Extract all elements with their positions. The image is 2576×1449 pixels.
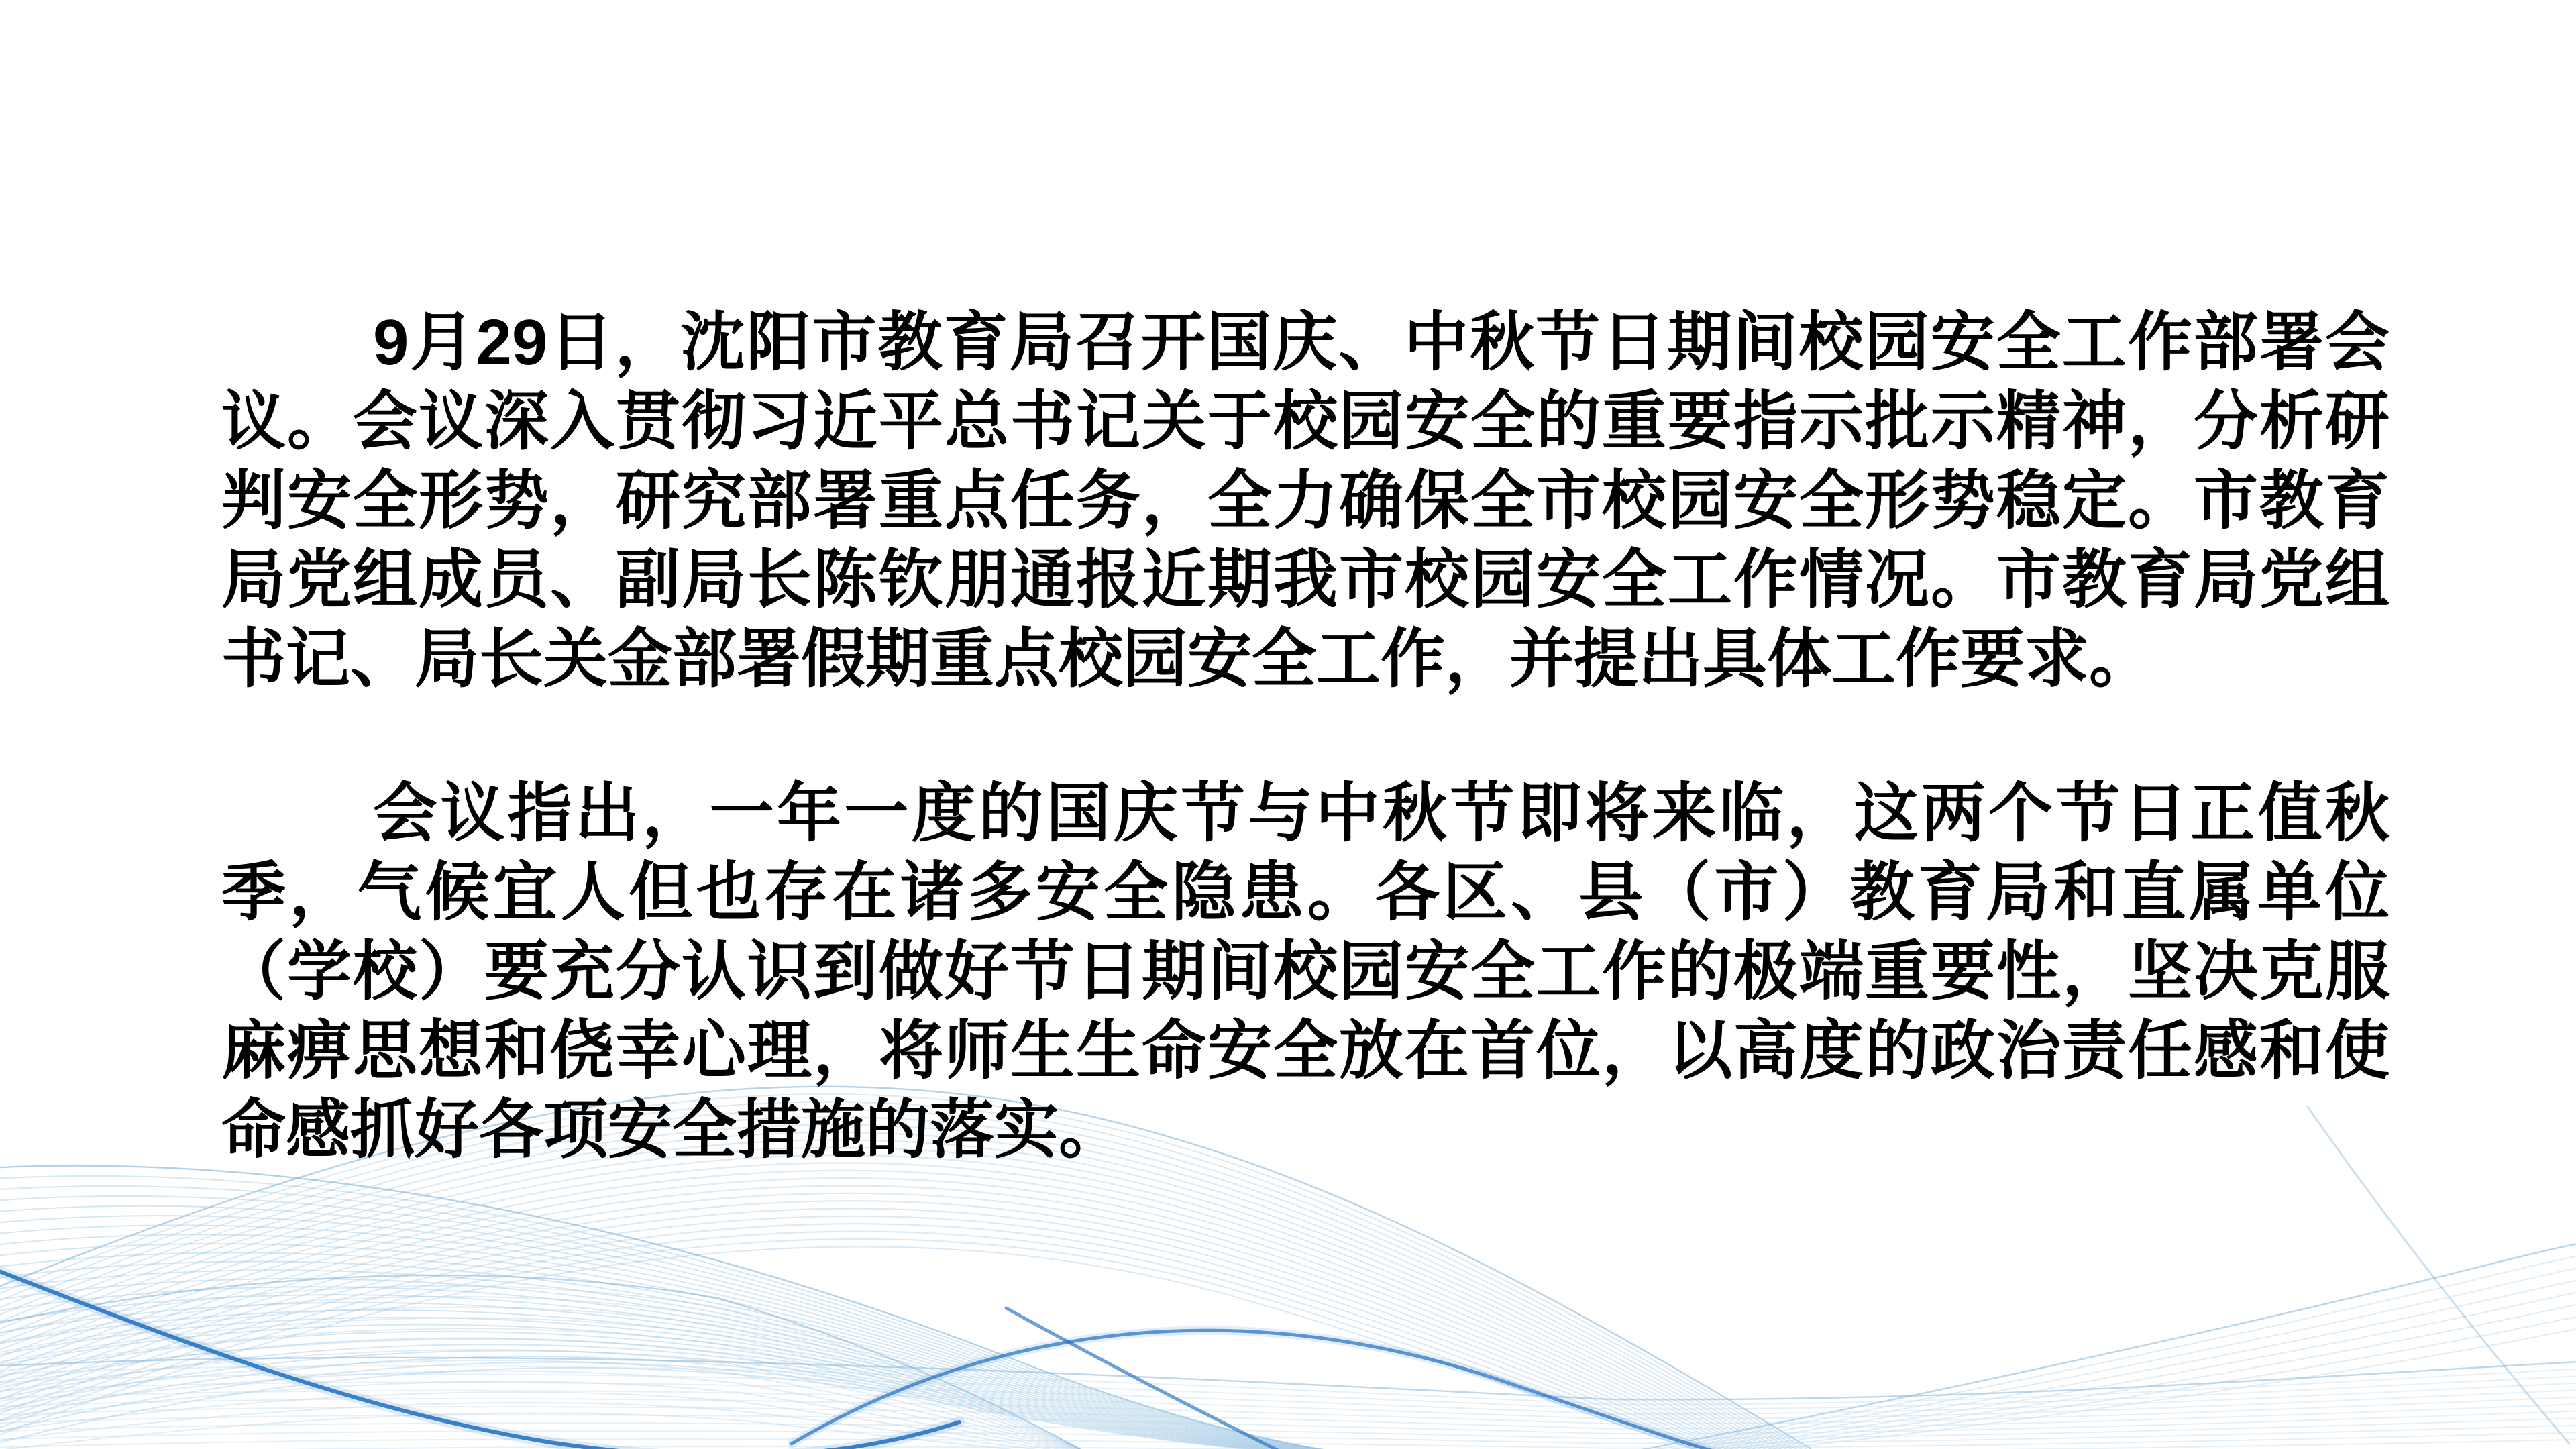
text-line: 议。会议深入贯彻习近平总书记关于校园安全的重要指示批示精神，分析研 [221, 386, 2390, 458]
text-line: 判安全形势，研究部署重点任务，全力确保全市校园安全形势稳定。市教育 [221, 465, 2390, 537]
text-line: 季，气候宜人但也存在诸多安全隐患。各区、县（市）教育局和直属单位 [221, 857, 2390, 928]
text-line: 命感抓好各项安全措施的落实。 [221, 1094, 1123, 1166]
paragraph-2 [221, 774, 2390, 1170]
paragraph-1 [221, 303, 2390, 699]
body-text [221, 303, 2390, 1245]
text-line: 局党组成员、副局长陈钦朋通报近期我市校园安全工作情况。市教育局党组 [221, 544, 2390, 616]
text-line: 麻痹思想和侥幸心理，将师生生命安全放在首位，以高度的政治责任感和使 [221, 1015, 2390, 1087]
text-line: 9月29日，沈阳市教育局召开国庆、中秋节日期间校园安全工作部署会 [373, 307, 2390, 378]
text-line: 书记、局长关金部署假期重点校园安全工作，并提出具体工作要求。 [221, 623, 2153, 695]
text-line: 会议指出，一年一度的国庆节与中秋节即将来临，这两个节日正值秋 [373, 777, 2390, 849]
text-line: （学校）要充分认识到做好节日期间校园安全工作的极端重要性，坚决克服 [221, 936, 2390, 1008]
